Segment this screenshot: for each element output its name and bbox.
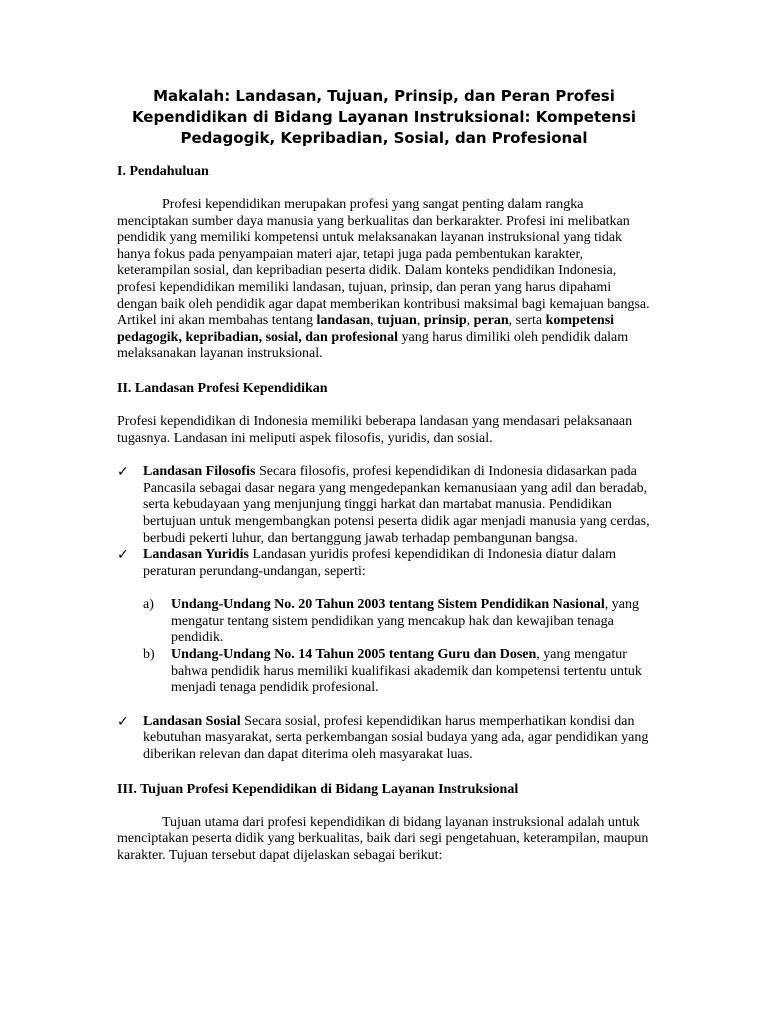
landasan-paragraph: Profesi kependidikan di Indonesia memiliki beberapa landasan yang mendasari pelaksanaan tugasnya. Landasan ini meliputi aspek filosofis, yuridis, dan sosial. [117, 413, 633, 446]
intro-sep-1: , [370, 313, 378, 329]
law-marker: b) [143, 647, 155, 663]
landasan-list [117, 464, 651, 764]
section-heading-tujuan: III. Tujuan Profesi Kependidikan di Bidang Layanan Instruksional [117, 781, 519, 797]
section-heading-pendahuluan: I. Pendahuluan [117, 164, 209, 179]
law-name: Undang-Undang No. 14 Tahun 2005 tentang Guru dan Dosen [171, 647, 537, 663]
intro-sep-3: , [466, 313, 474, 329]
law-list [143, 597, 651, 697]
intro-paragraph [117, 197, 651, 363]
intro-bold-kompetensi: kompetensi pedagogik, kepribadian, sosial, dan profesional [117, 313, 615, 345]
law-item [143, 647, 651, 697]
law-name: Undang-Undang No. 20 Tahun 2003 tentang Sistem Pendidikan Nasional [171, 597, 605, 613]
law-marker: a) [143, 597, 154, 613]
document-content [117, 86, 651, 881]
yuridis-text: Landasan yuridis profesi kependidikan di Indonesia diatur dalam peraturan perundang-undangan, seperti: [143, 547, 616, 579]
filosofis-text: Secara filosofis, profesi kependidikan di Indonesia didasarkan pada Pancasila sebagai dasar negara yang mengedepankan kemanusiaan yang adil dan beradab, serta kebudayaan yang menjunjung tinggi harkat dan martabat manusia. Pendidikan bertujuan untuk mengembangkan potensi peserta didik agar menjadi manusia yang cerdas, berbudi pekerti luhur, dan bertanggung jawab terhadap pembangunan bangsa. [143, 464, 650, 546]
intro-bold-prinsip: prinsip [423, 313, 467, 329]
check-icon: ✓ [117, 464, 129, 481]
intro-sep-4: , serta [508, 313, 546, 329]
document-title: Makalah: Landasan, Tujuan, Prinsip, dan Peran Profesi Kependidikan di Bidang Layanan Instruksional: Kompetensi Pedagogik, Kepribadian, Sosial, dan Profesional [131, 87, 637, 147]
check-icon: ✓ [117, 547, 129, 564]
sosial-label: Landasan Sosial [143, 713, 241, 729]
list-item-yuridis [117, 547, 651, 697]
yuridis-label: Landasan Yuridis [143, 547, 249, 563]
list-item-filosofis [117, 464, 651, 547]
check-icon: ✓ [117, 713, 129, 730]
tujuan-paragraph: Tujuan utama dari profesi kependidikan di bidang layanan instruksional adalah untuk menciptakan peserta didik yang berkualitas, baik dari segi pengetahuan, keterampilan, maupun karakter. Tujuan tersebut dapat dijelaskan sebagai berikut: [117, 814, 649, 863]
intro-bold-peran: peran [473, 313, 509, 329]
section-heading-landasan: II. Landasan Profesi Kependidikan [117, 380, 328, 396]
intro-bold-landasan: landasan [316, 313, 371, 329]
intro-tail: yang harus dimiliki oleh pendidik dalam melaksanakan layanan instruksional. [117, 329, 629, 362]
filosofis-label: Landasan Filosofis [143, 464, 256, 480]
sosial-text: Secara sosial, profesi kependidikan harus memperhatikan kondisi dan kebutuhan masyarakat, serta perkembangan sosial budaya yang ada, agar pendidikan yang diberikan relevan dan dapat diterima oleh masyarakat luas. [143, 713, 649, 763]
law-desc: , yang mengatur tentang sistem pendidikan yang mencakup hak dan kewajiban tenaga pendidik. [171, 597, 639, 646]
law-desc: , yang mengatur bahwa pendidik harus memiliki kualifikasi akademik dan kompetensi tertentu untuk menjadi tenaga pendidik profesional. [171, 647, 642, 696]
intro-sep-2: , [416, 313, 424, 329]
intro-bold-tujuan: tujuan [377, 313, 417, 329]
list-item-sosial [117, 714, 651, 764]
intro-text: Profesi kependidikan merupakan profesi yang sangat penting dalam rangka menciptakan sumber daya manusia yang berkualitas dan berkarakter. Profesi ini melibatkan pendidik yang memiliki kompetensi untuk melaksanakan layanan instruksional yang tidak hanya fokus pada penyampaian materi ajar, tetapi juga pada pembentukan karakter, keterampilan sosial, dan kepribadian peserta didik. Dalam konteks pendidikan Indonesia, profesi kependidikan memiliki landasan, tujuan, prinsip, dan peran yang harus dipahami dengan baik oleh pendidik agar dapat memberikan kontribusi maksimal bagi kemajuan bangsa. Artikel ini akan membahas tentang [117, 197, 650, 329]
law-item [143, 597, 651, 647]
